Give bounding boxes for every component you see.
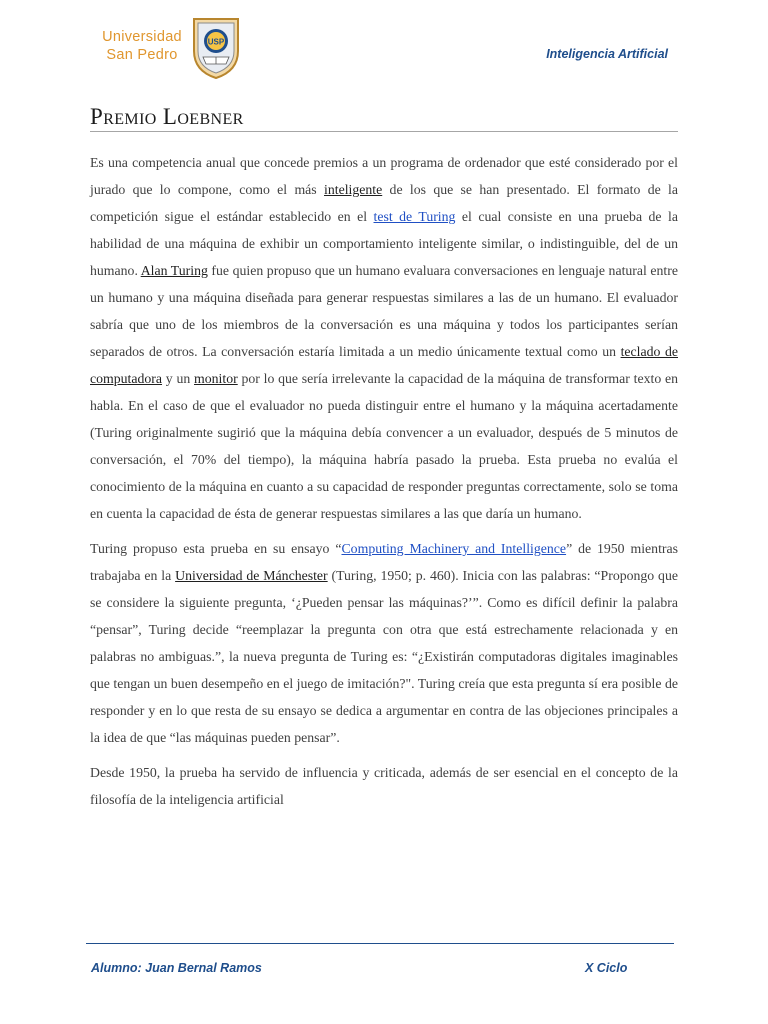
paragraph-text: fue quien propuso que un humano evaluara conversaciones en lenguaje natural entre un humano y una máquina diseñada para generar respuestas similares a las de un humano. El evaluador sabría que uno de los miembros de la conversación es una máquina y todos los participantes serían separados de otros. La conversación estaría limitada a un medio únicamente textual como un (90, 263, 678, 359)
document-body (90, 149, 678, 821)
hyperlink[interactable]: Universidad de Mánchester (175, 568, 328, 583)
paragraph-text: Desde 1950, la prueba ha servido de influencia y criticada, además de ser esencial en el concepto de la filosofía de la inteligencia artificial (90, 765, 678, 807)
body-paragraph (90, 535, 678, 751)
footer-student: Alumno: Juan Bernal Ramos (91, 961, 262, 975)
university-name-line2: San Pedro (106, 47, 178, 63)
hyperlink[interactable]: test de Turing (373, 209, 456, 224)
university-crest-icon (190, 15, 242, 81)
paragraph-text: por lo que sería irrelevante la capacidad de la máquina de transformar texto en habla. En el caso de que el evaluador no pueda distinguir entre el humano y la máquina acertadamente (Turing originalmente sugirió que la máquina debía convencer a un evaluador, después de 5 minutos de conversación, el 70% del tiempo), la máquina habría pasado la prueba. Esta prueba no evalúa el conocimiento de la máquina en cuanto a su capacidad de responder preguntas correctamente, solo se toma en cuenta la capacidad de ésta de generar respuestas similares a las que daría un humano. (90, 371, 679, 521)
hyperlink[interactable]: Computing Machinery and Intelligence (341, 541, 567, 556)
hyperlink[interactable]: monitor (194, 371, 238, 386)
paragraph-text: el cual consiste en una prueba de la habilidad de una máquina de exhibir un comportamiento inteligente similar, o indistinguible, del de un humano. (90, 209, 678, 278)
hyperlink[interactable]: inteligente (324, 182, 383, 197)
hyperlink[interactable]: Alan Turing (140, 263, 208, 278)
footer-cycle: X Ciclo (585, 961, 628, 975)
hyperlink[interactable]: teclado de computadora (90, 344, 678, 386)
course-title: Inteligencia Artificial (546, 47, 668, 61)
paragraph-text: ” de 1950 mientras trabajaba en la (90, 541, 678, 583)
paragraph-text: y un (162, 371, 195, 386)
paragraph-text: Turing propuso esta prueba en su ensayo “ (90, 541, 342, 556)
paragraph-text: de los que se han presentado. El formato de la competición sigue el estándar establecido en el (90, 182, 679, 224)
title-divider (90, 131, 678, 132)
paragraph-text: (Turing, 1950; p. 460). Inicia con las palabras: “Propongo que se considere la siguiente pregunta, ‘¿Pueden pensar las máquinas?’”. Como es difícil definir la palabra “pensar”, Turing decide “reemplazar la pregunta con otra que está estrechamente relacionada y en palabras no ambiguas.”, la nueva pregunta de Turing es: “¿Existirán computadoras digitales imaginables que tengan un buen desempeño en el juego de imitación?". Turing creía que esta pregunta sí era posible de responder y en lo que resta de su ensayo se dedica a argumentar en contra de las objeciones principales a la idea de que “las máquinas pueden pensar”. (90, 568, 678, 745)
paragraph-text: Es una competencia anual que concede premios a un programa de ordenador que esté considerado por el jurado que lo compone, como el más (90, 155, 678, 197)
document-title: Premio Loebner (90, 104, 244, 129)
university-logo-text (96, 28, 188, 64)
university-name-line1: Universidad (102, 29, 182, 45)
body-paragraph (90, 759, 678, 813)
page-header (0, 0, 768, 95)
body-paragraph (90, 149, 678, 527)
footer-divider (86, 943, 674, 944)
crest-label: USP (207, 37, 225, 47)
